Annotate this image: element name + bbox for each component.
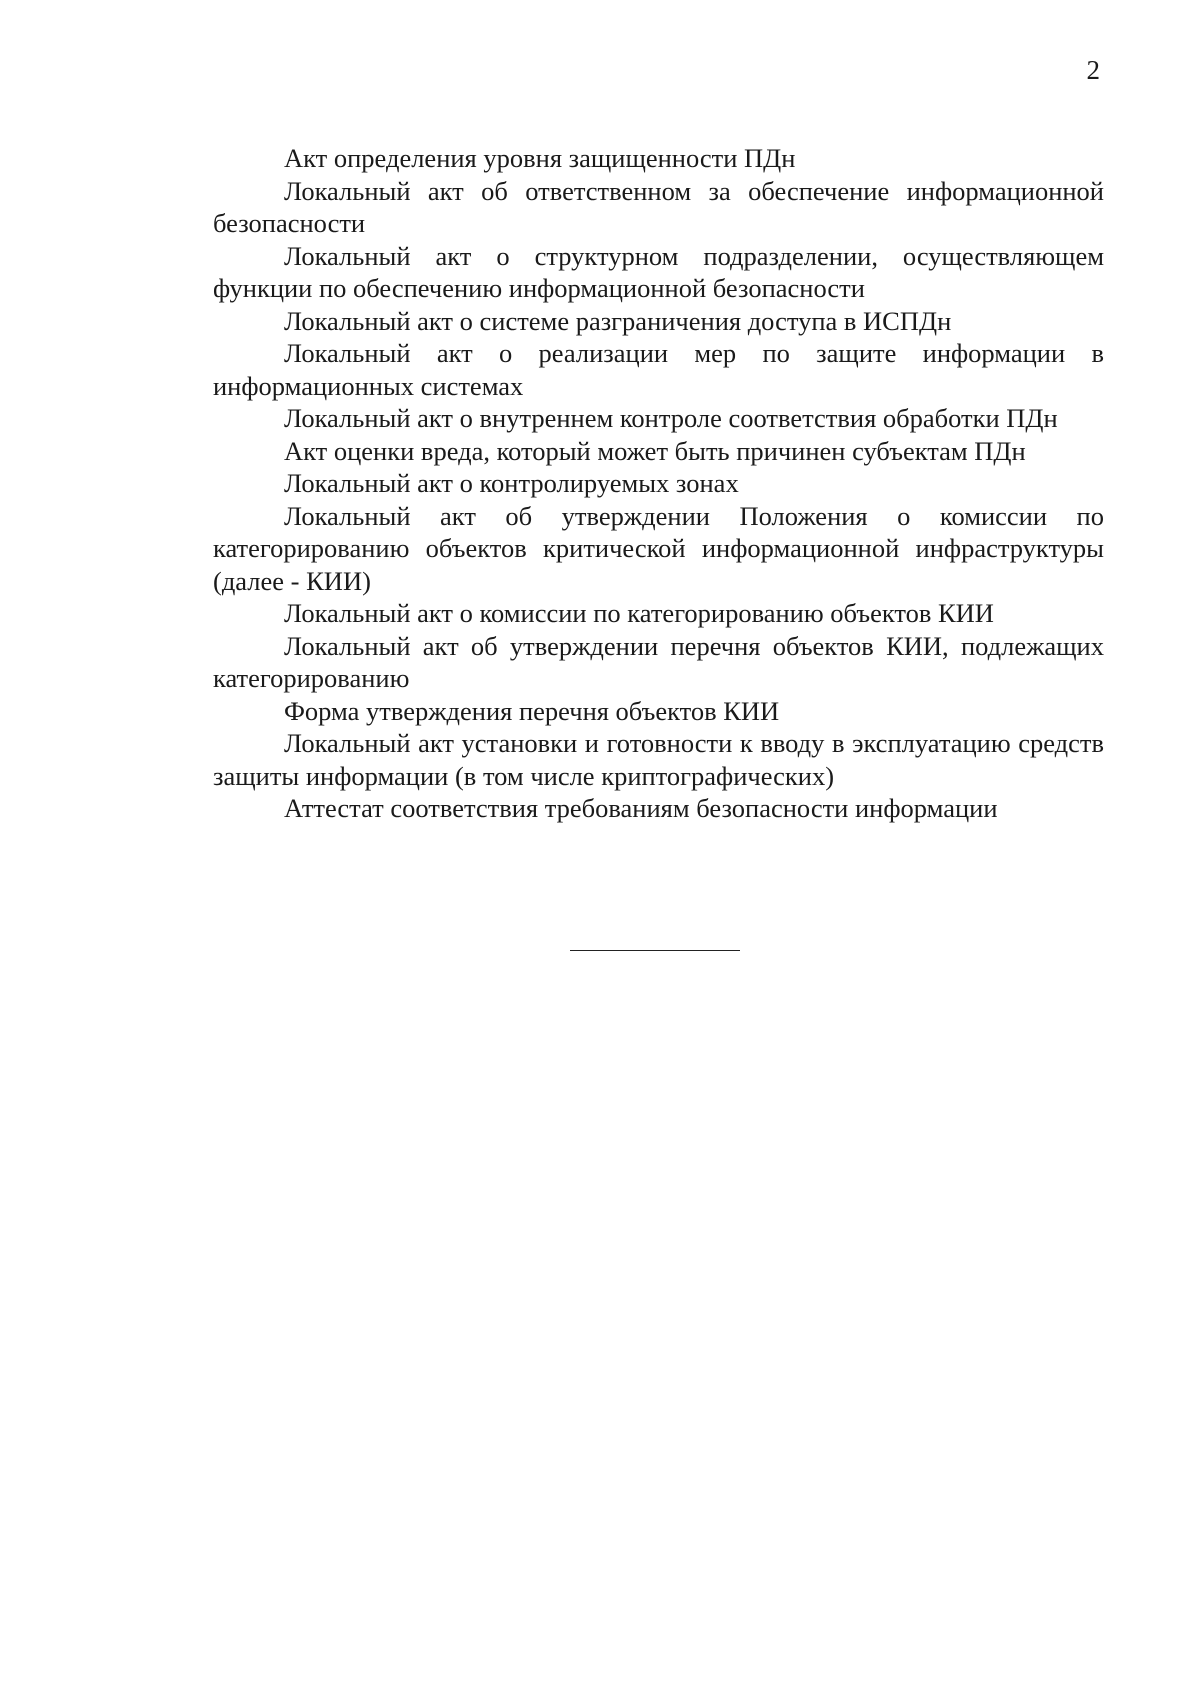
list-item: Локальный акт об утверждении Положения о комиссии по категорированию объектов критической информационной инфраструктуры (далее - КИИ) — [213, 500, 1104, 596]
list-item: Локальный акт о реализации мер по защите информации в информационных системах — [213, 338, 1104, 401]
list-item: Локальный акт о внутреннем контроле соответствия обработки ПДн — [284, 403, 1058, 433]
list-item: Локальный акт об утверждении перечня объектов КИИ, подлежащих категорированию — [213, 630, 1104, 693]
list-item: Локальный акт о системе разграничения доступа в ИСПДн — [284, 305, 952, 336]
list-item: Форма утверждения перечня объектов КИИ — [284, 695, 780, 726]
list-item: Акт оценки вреда, который может быть причинен субъектам ПДн — [284, 435, 1026, 466]
list-item: Акт определения уровня защищенности ПДн — [284, 143, 796, 173]
page-number: 2 — [1086, 55, 1100, 85]
list-item: Локальный акт установки и готовности к вводу в эксплуатацию средств защиты информации (в том числе криптографических) — [213, 728, 1104, 791]
list-item: Локальный акт о структурном подразделении, осуществляющем функции по обеспечению информационной безопасности — [213, 240, 1104, 303]
closing-divider — [570, 950, 740, 951]
list-item: Локальный акт о контролируемых зонах — [284, 468, 739, 498]
list-item: Аттестат соответствия требованиям безопасности информации — [284, 793, 998, 823]
list-item: Локальный акт о комиссии по категорированию объектов КИИ — [284, 598, 994, 628]
document-list — [213, 142, 1104, 825]
list-item: Локальный акт об ответственном за обеспечение информационной безопасности — [213, 175, 1104, 238]
